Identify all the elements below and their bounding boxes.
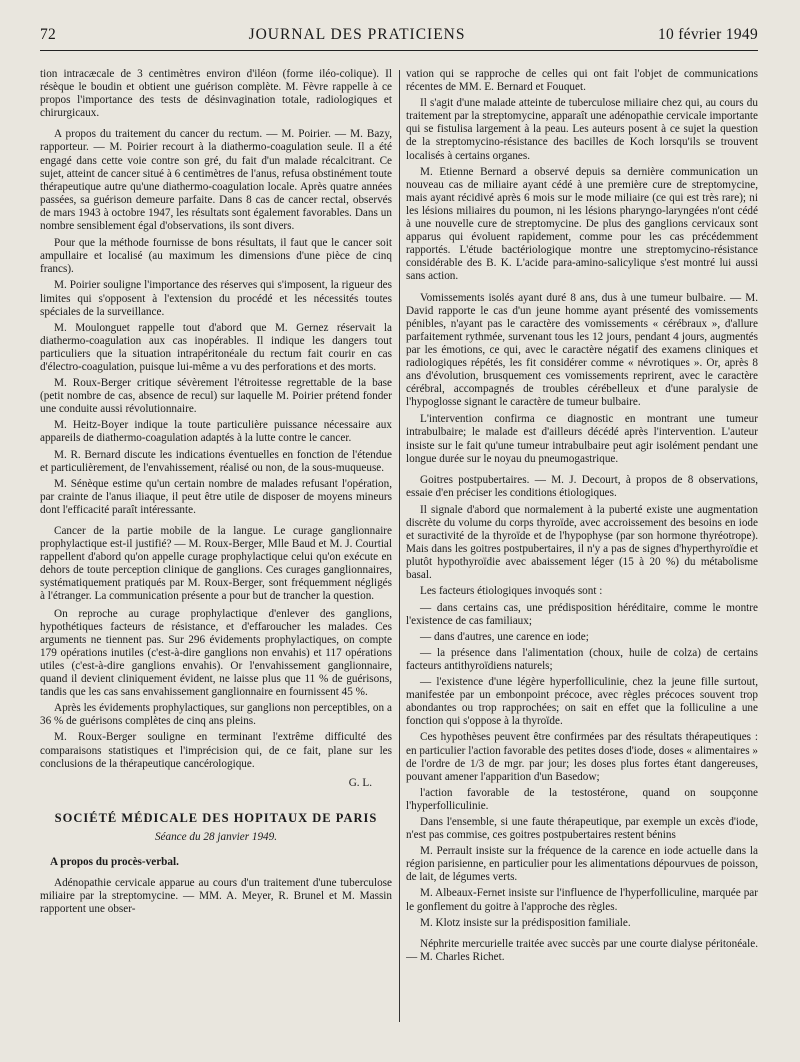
section-adenopathie: Adénopathie cervicale apparue au cours d'un traitement d'une tuberculose miliaire par la streptomycine. — MM. A. Meyer, R. Brunel et M. Massin rapportent une obser- bbox=[40, 877, 392, 916]
list-item: — l'existence d'une légère hyperfolliculinie, chez la jeune fille surtout, manifestée par un embonpoint précoce, avec règles précoces souvent trop abondantes ou trop rapprochées; on sait en effet que la folliculine a une fonction qui s'oppose à la thyroïde. bbox=[406, 676, 758, 728]
paragraph: On reproche au curage prophylactique d'enlever des ganglions, hypothétiques facteurs de résistance, et d'effaroucher les malades. Ces arguments ne tiennent pas. Sur 296 évidements prophylactiques, on compte 179 opérations inutiles (c'est-à-dire ganglions non envahis) et 117 opérations utiles (c'est-à-dire ganglions envahis). Or l'envahissement ganglionnaire, quand il devient cliniquement évident, ne laisse plus que 11 % de guérisons, tandis que les cas sans envahissement ganglionnaire en fournissent 45 %. bbox=[40, 607, 392, 699]
proces-verbal-heading: A propos du procès-verbal. bbox=[50, 855, 179, 868]
paragraph: l'action favorable de la testostérone, quand on soupçonne l'hyperfolliculinie. bbox=[406, 786, 758, 812]
section-goitres: Goitres postpubertaires. — M. J. Decourt, à propos de 8 observations, essaie d'en préciser les conditions étiologiques. bbox=[406, 473, 758, 499]
paragraph: Pour que la méthode fournisse de bons résultats, il faut que le cancer soit ampullaire et localisé (au maximum les dimensions d'une pièce de cinq francs). bbox=[40, 237, 392, 276]
paragraph: M. Sénèque estime qu'un certain nombre de malades refusant l'opération, par crainte de l'anus iliaque, il peut être utile de disposer de moyens mineurs dont l'efficacité paraît intéressante. bbox=[40, 477, 392, 516]
paragraph: Les facteurs étiologiques invoqués sont : bbox=[420, 585, 603, 598]
paragraph: M. R. Bernard discute les indications éventuelles en fonction de l'étendue et particulièrement, de l'envahissement, réalisé ou non, de la sous-muqueuse. bbox=[40, 448, 392, 474]
paragraph: M. Etienne Bernard a observé depuis sa dernière communication un nouveau cas de miliaire ayant cédé à une première cure de streptomycine, mais ayant récidivé après 6 mois sur le mode miliaire (ce qui est très rare); ni les lésions miliaires du poumon, ni les lésions pharyngo-laryngées n'ont cédé à une nouvelle cure de streptomycine. De plus des ganglions cervicaux sont apparus qui évoluent rapidement, comme pour les cas précédemment rapportés. L'étude bactériologique montre une streptomycino-résistance considérable des B. K. L'acide para-amino-salicylique s'est montré lui aussi sans action. bbox=[406, 165, 758, 283]
paragraph: M. Moulonguet rappelle tout d'abord que M. Gernez réservait la diathermo-coagulation aux cas inopérables. Il indique les dangers tout particuliers que la situation intrapéritonéale du rectum fait courir en cas d'électro-coagulation, puisque lui-même a vu des perforations et des morts. bbox=[40, 321, 392, 373]
list-item: — dans d'autres, une carence en iode; bbox=[420, 630, 589, 643]
columns bbox=[40, 68, 758, 1040]
paragraph: M. Klotz insiste sur la prédisposition familiale. bbox=[420, 916, 631, 929]
page-number: 72 bbox=[40, 26, 57, 43]
paragraph: M. Heitz-Boyer indique la toute particulière puissance nécessaire aux appareils de diathermo-coagulation adaptés à la lutte contre le cancer. bbox=[40, 419, 392, 445]
section-langue: Cancer de la partie mobile de la langue. Le curage ganglionnaire prophylactique est-il justifié? — M. Roux-Berger, Mlle Baud et M. J. Courtial rappellent d'abord qu'on appelle curage prophylactique celui qu'on exécute en dehors de toute perception clinique de ganglions. Ces curages ganglionnaires, systématiquement pratiqués par M. Roux-Berger, sont fréquemment négligés à l'étranger. La communication présente a pour but de trancher la question. bbox=[40, 525, 392, 603]
paragraph: Il s'agit d'une malade atteinte de tuberculose miliaire chez qui, au cours du traitement par la streptomycine, apparaît une adénopathie cervicale importante qui se fistulisa largement à la peau. Les auteurs posent à ce sujet la question de la streptomycino-résistance des bacilles de Koch lorsqu'ils se trouvent localisés à certains organes. bbox=[406, 97, 758, 162]
section-rectum: A propos du traitement du cancer du rectum. — M. Poirier. — M. Bazy, rapporteur. — M. Poirier recourt à la diathermo-coagulation seule. Il a été engagé dans cette voie contre son gré, du fait d'un malade récalcitrant. Ce sujet, atteint de cancer situé à 6 centimètres de l'anus, refusa obstinément toute thérapeutique autre qu'une diathermo-coagulation locale. Après quatre années passées, sa guérison demeure parfaite. Dans 8 cas de cancer rectal, observés de mars 1943 à octobre 1947, les résultats sont également favorables. Dans un nombre sensiblement égal d'observations, ils sont divers. bbox=[40, 128, 392, 233]
right-column bbox=[406, 68, 758, 1040]
seance-date: Séance du 28 janvier 1949. bbox=[154, 830, 278, 843]
paragraph: M. Roux-Berger critique sévèrement l'étroitesse regrettable de la base (petit nombre de cas, absence de recul) sur laquelle M. Poirier prétend fonder une conduite aussi révolutionnaire. bbox=[40, 377, 392, 416]
paragraph: vation qui se rapproche de celles qui ont fait l'objet de communications récentes de MM. E. Bernard et Fouquet. bbox=[406, 68, 758, 94]
signature: G. L. bbox=[348, 776, 372, 789]
list-item: — la présence dans l'alimentation (choux, huile de colza) de certains facteurs antithyroïdiens naturels; bbox=[406, 646, 758, 672]
paragraph: Il signale d'abord que normalement à la puberté existe une augmentation discrète du volume du corps thyroïde, avec accroissement des besoins en iode et suractivité de la thyroïde et de l'hypophyse (par son hormone thyréotrope). Mais dans les goitres postpubertaires, il n'y a pas de signes d'hyperthyroïdie et plutôt hypothyroïdie avec abaissement léger (15 à 20 %) du métabolisme basal. bbox=[406, 503, 758, 582]
paragraph: Ces hypothèses peuvent être confirmées par des résultats thérapeutiques : en particulier l'action favorable des petites doses d'iode, doses « alimentaires » de l'ordre de 1/3 de mgr. par jour; les doses plus fortes étant dangereuses, pouvant amener l'apparition d'un Basedow; bbox=[406, 731, 758, 783]
paragraph: M. Perrault insiste sur la fréquence de la carence en iode actuelle dans la région parisienne, en particulier pour les alimentations dépourvues de poisson, de lait, de légumes verts. bbox=[406, 845, 758, 884]
paragraph: tion intracæcale de 3 centimètres environ d'iléon (forme iléo-colique). Il résèque le boudin et obtient une guérison complète. M. Fèvre rappelle à ce propos l'importance des tests de désinvagination totale, radiologiques et chirurgicaux. bbox=[40, 68, 392, 120]
paragraph: Dans l'ensemble, si une faute thérapeutique, par exemple un excès d'iode, n'est pas commise, ces goitres postpubertaires restent bénins bbox=[406, 815, 758, 842]
left-column bbox=[40, 68, 392, 1040]
society-title: SOCIÉTÉ MÉDICALE DES HOPITAUX DE PARIS bbox=[54, 810, 378, 825]
paragraph: M. Albeaux-Fernet insiste sur l'influence de l'hyperfolliculine, marquée par le gonflement du goitre à l'approche des règles. bbox=[406, 887, 758, 913]
paragraph: L'intervention confirma ce diagnostic en montrant une tumeur intrabulbaire; le malade est d'ailleurs décédé après l'intervention. L'auteur insiste sur le fait qu'une tumeur intrabulbaire peut agir isolément pendant une longue durée sur le noyau du pneumogastrique. bbox=[406, 413, 758, 465]
page-header bbox=[40, 26, 758, 52]
paragraph: Après les évidements prophylactiques, sur ganglions non perceptibles, on a 36 % de guérisons complètes de cinq ans pleins. bbox=[40, 702, 392, 728]
issue-date: 10 février 1949 bbox=[657, 26, 758, 43]
header-rule bbox=[40, 50, 758, 51]
section-nephrite: Néphrite mercurielle traitée avec succès par une courte dialyse péritonéale. — M. Charles Richet. bbox=[406, 937, 758, 963]
journal-title: JOURNAL DES PRATICIENS bbox=[248, 26, 466, 43]
paragraph: M. Poirier souligne l'importance des réserves qui s'imposent, la rigueur des limites qui s'opposent à l'extension du procédé et les nécessités toutes spéciales de la surveillance. bbox=[40, 279, 392, 318]
section-vomissements: Vomissements isolés ayant duré 8 ans, dus à une tumeur bulbaire. — M. David rapporte le cas d'un jeune homme ayant présenté des vomissements pénibles, n'ayant pas le caractère des vomissements « cérébraux », d'allure parfaitement rythmée, survenant tous les 12 jours, pendant 4 jours, augmentés par les émotions, ce qui, avec le caractère négatif des examens cliniques et radiologiques répétés, les fit considérer comme « névrotiques ». Or, après 8 ans d'évolution, brusquement ces vomissements reprirent, avec le caractère cérébral, accompagnés de troubles cérébelleux et d'une paralysie de l'hypoglosse signant le caractère de tumeur bulbaire. bbox=[406, 291, 758, 409]
paragraph: M. Roux-Berger souligne en terminant l'extrême difficulté des comparaisons statistiques et l'imprécision qui, de ce fait, plane sur les conclusions de la thérapeutique cancérologique. bbox=[40, 731, 392, 770]
list-item: — dans certains cas, une prédisposition héréditaire, comme le montre l'existence de cas familiaux; bbox=[406, 601, 758, 627]
